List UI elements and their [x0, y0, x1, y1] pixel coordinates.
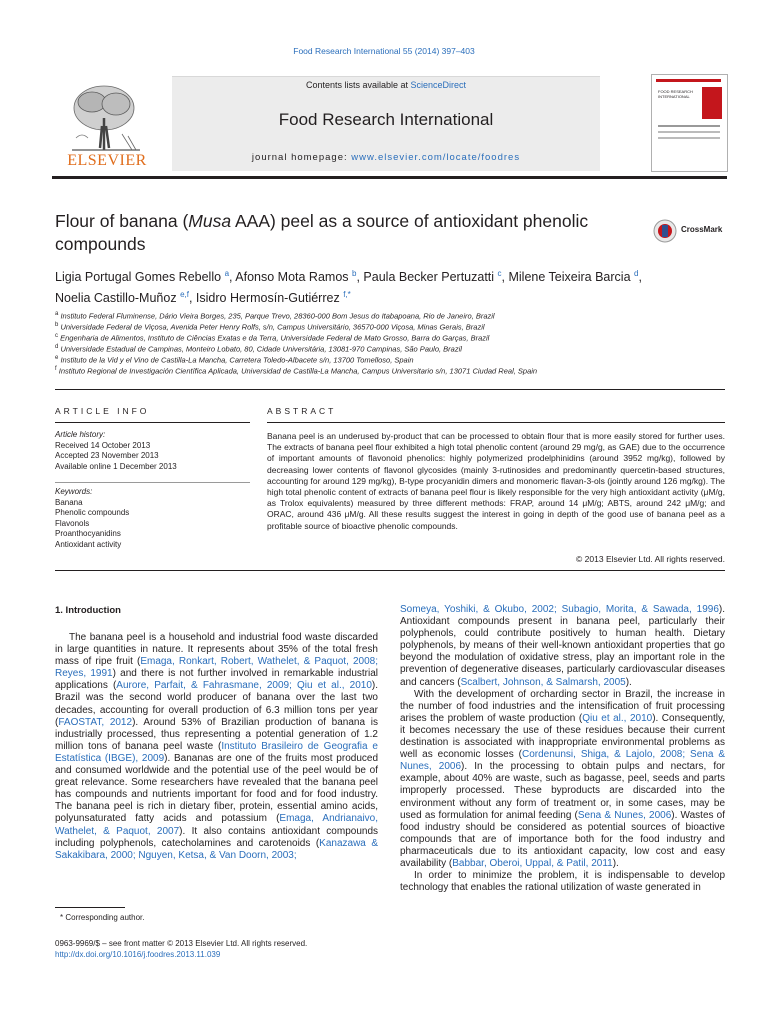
author-list [55, 265, 715, 307]
affiliation-mark: d [55, 344, 59, 350]
cover-title-line-1: FOOD RESEARCH [658, 89, 693, 94]
author-affiliation-mark: a [224, 269, 230, 278]
author-separator: , [501, 270, 509, 285]
affiliation-mark: f [55, 366, 57, 372]
cover-red-stripe [656, 79, 721, 82]
citation-link[interactable]: Instituto Brasileiro de Geografia e Estatística (IBGE), 2009 [55, 740, 378, 764]
citation-link[interactable]: Scalbert, Johnson, & Salmarsh, 2005 [460, 676, 626, 688]
history-accepted: Accepted 23 November 2013 [55, 451, 159, 460]
abstract-copyright: © 2013 Elsevier Ltd. All rights reserved. [576, 554, 725, 564]
sciencedirect-link[interactable]: ScienceDirect [410, 80, 467, 90]
history-online: Available online 1 December 2013 [55, 461, 177, 471]
author[interactable] [363, 270, 508, 284]
keyword: Antioxidant activity [55, 539, 122, 549]
cover-line [658, 137, 720, 139]
author-name: Paula Becker Pertuzatti [363, 270, 495, 285]
text-run: The banana peel is a household and industrial food waste discarded in large quantities in nature. It represents about 35% of the total fresh mass of ripe fruit ( [55, 632, 378, 668]
text-run: ). [625, 676, 632, 688]
affiliation-text: Instituto Federal Fluminense, Dário Vieira Borges, 235, Parque Trevo, 28360-000 Bom Jesus do Itabapoana, Rio de Janeiro, Brazil [60, 311, 495, 321]
citation-link[interactable]: Kanazawa & Sakakibara, 2000; Nguyen, Ketsa, & Van Doorn, 2003; [55, 837, 378, 861]
text-run: With the development of orcharding sector in Brazil, the increase in the number of food industries and the intensification of fruit processing arises the problem of waste production ( [400, 688, 725, 724]
article-history [55, 430, 250, 472]
intro-paragraph: In order to minimize the problem, it is indispensable to develop technology that enables the rational utilization of waste generated in [400, 870, 725, 894]
author[interactable] [508, 270, 641, 284]
citation-link[interactable]: Emaga, Ronkart, Robert, Wathelet, & Paquot, 2008; Reyes, 1991 [55, 656, 378, 680]
article-info-heading: ARTICLE INFO [55, 406, 150, 416]
crossmark-label: CrossMark [681, 225, 723, 234]
author-name: Milene Teixeira Barcia [508, 270, 631, 285]
elsevier-wordmark: ELSEVIER [67, 152, 147, 169]
intro-paragraph [400, 689, 725, 870]
cover-line [658, 125, 720, 127]
affiliation-mark: c [55, 333, 58, 339]
affiliation-text: Universidade Estadual de Campinas, Monteiro Lobato, 80, Cidade Universitária, 13081-970 Campinas, São Paulo, Brazil [60, 344, 462, 354]
citation-link[interactable]: Babbar, Oberoi, Uppal, & Patil, 2011 [452, 857, 613, 869]
citation-link[interactable]: Aurore, Parfait, & Fahrasmane, 2009; Qiu et al., 2010 [116, 680, 372, 692]
author-affiliation-mark: d [634, 269, 639, 278]
intro-paragraph [400, 604, 725, 689]
author-affiliation-mark: e,f [180, 290, 189, 300]
text-run: ). Consequently, it becomes necessary the use of these residues because their current destination is associated with inappropriate environmental problems as well as economic losses ( [400, 712, 726, 761]
cover-title [658, 89, 698, 99]
intro-paragraph [55, 632, 378, 862]
author-affiliation-mark: c [497, 269, 502, 278]
doi-link[interactable]: http://dx.doi.org/10.1016/j.foodres.2013.11.039 [55, 950, 221, 959]
keywords-block [55, 487, 250, 550]
article-info-rule [55, 422, 250, 423]
author-name: Isidro Hermosín-Gutiérrez [195, 291, 340, 306]
author-affiliation-mark: f,* [343, 290, 351, 300]
keywords-rule [55, 482, 250, 483]
author-separator: , [188, 291, 196, 306]
keyword: Flavonols [55, 518, 90, 528]
text-run: ). Antioxidant compounds present in banana peel, particularly their polyphenols, could contribute positively to human health. Dietary polyphenols, by means of their well-known antioxidant properties that go beyond the modulation of oxidative stress, play an important role in the prevention of degenerative diseases, particularly cardiovascular diseases and cancers ( [400, 604, 725, 688]
text-run: ). Around 53% of Brazilian production of banana is industrially processed, thus representing a potential generation of 1.2 million tons of banana peel waste ( [55, 716, 378, 752]
cover-red-block [702, 87, 722, 119]
publication-info [55, 938, 307, 960]
affiliation-mark: b [55, 322, 59, 328]
affiliation-text: Instituto de la Vid y el Vino de Castilla-La Mancha, Carretera Toledo-Albacete s/n, 13700 Tomelloso, Spain [60, 355, 414, 365]
title-italic: Musa [188, 211, 232, 231]
author[interactable] [235, 270, 363, 284]
text-run: ). Bananas are one of the fruits most produced and consumed worldwide and the potential use of the peel would be of great relevance. Some researchers have revealed that the banana peel has compounds and nutrients important for food and for food industry. The banana peel is rich in dietary fiber, protein, essential amino acids, polyunsaturated fatty acids and potassium ( [55, 752, 379, 825]
crossmark-icon [653, 219, 677, 243]
text-run: ). [612, 857, 619, 869]
citation-link[interactable]: Cordenunsi, Shiga, & Lajolo, 2008; Sena & Nunes, 2006 [400, 749, 725, 773]
history-label: Article history: [55, 430, 106, 439]
author-name: Ligia Portugal Gomes Rebello [55, 270, 222, 285]
citation-link[interactable]: Someya, Yoshiki, & Okubo, 2002; Subagio, Morita, & Sawada, 1996 [400, 604, 719, 615]
citation-link[interactable]: Emaga, Andrianaivo, Wathelet, & Paquot, 2007 [55, 813, 379, 837]
author-name: Noelia Castillo-Muñoz [55, 291, 177, 306]
citation-link[interactable]: Qiu et al., 2010 [582, 712, 653, 724]
crossmark-badge[interactable] [653, 217, 753, 245]
section-divider [55, 570, 725, 571]
body-column-right [400, 604, 725, 894]
homepage-link[interactable]: www.elsevier.com/locate/foodres [351, 152, 521, 163]
author-affiliation-mark: b [352, 269, 357, 278]
journal-name: Food Research International [278, 110, 494, 129]
affiliation-text: Instituto Regional de Investigación Científica Aplicada, Universidad de Castilla-La Mancha, Campus Universitario s/n, 13071 Ciudad Real, Spain [58, 366, 538, 376]
citation-link[interactable]: Sena & Nunes, 2006 [577, 809, 672, 821]
corresponding-author-note: * Corresponding author. [60, 913, 145, 922]
article-title [55, 210, 615, 256]
text-run: ). Wastes of food industry should be considered as potential sources of bioactive compounds that are of importance both for the food industry and pharmaceuticals due to its antioxidant capacity, low cost and easy availability ( [400, 809, 725, 869]
affiliation-text: Universidade Federal de Viçosa, Avenida Peter Henry Rolfs, s/n, Campus Universitário, 36570-000 Viçosa, Minas Gerais, Brazil [60, 322, 485, 332]
affiliation [55, 364, 715, 377]
homepage-prefix: journal homepage: [251, 152, 352, 163]
affiliation-text: Engenharia de Alimentos, Instituto de Ciências Exatas e da Terra, Universidade Federal de Mato Grosso, Barra do Garças, Brazil [60, 333, 490, 343]
keywords-label: Keywords: [55, 487, 93, 496]
affiliation-mark: e [55, 355, 59, 361]
journal-homepage [172, 152, 600, 163]
author[interactable] [55, 291, 196, 305]
text-run: ). In the processing to obtain pulps and nectars, for example, about 40% are waste, such as bagasse, peel, seeds and parts improperly processed. These byproducts are discarded into the environment without any form of treatment or, in some cases, may be used as formulation for animal feeding ( [400, 761, 725, 821]
cover-line [658, 131, 720, 133]
text-run: ) and there is not further involved in remarkable industrial applications ( [55, 668, 378, 692]
author[interactable] [55, 270, 235, 284]
journal-reference[interactable]: Food Research International 55 (2014) 397–403 [293, 46, 475, 56]
citation-link[interactable]: FAOSTAT, 2012 [58, 716, 133, 728]
keyword: Phenolic compounds [55, 508, 130, 517]
section-divider [55, 389, 725, 390]
author-separator: , [356, 270, 364, 285]
body-column-left [55, 632, 378, 862]
keyword: Proanthocyanidins [55, 529, 121, 538]
introduction-heading: 1. Introduction [55, 605, 121, 616]
header-rule [52, 176, 727, 179]
affiliation-mark: a [55, 311, 59, 317]
history-received: Received 14 October 2013 [55, 440, 151, 450]
text-run: ). Brazil was the second world producer of banana over the last two decades, accounting for overall production of 6.3 million tons per year ( [55, 680, 379, 728]
cover-title-line-2: INTERNATIONAL [658, 94, 690, 99]
abstract-text: Banana peel is an underused by-product that can be processed to obtain flour that is more easily stored for further uses. The extracts of banana peel flour exhibited a high total phenolic content (around 29 mg/g, as GAE) due to the occurrence of important amounts of flavonoid phenolics: highly polymerized prodelphinidins (around 3952 mg/kg), followed by decreasing lower contents of flavonol glycosides (mainly 3-rutinosides and predominantly quercetin-based structures, accounting for around 129 mg/kg), B-type procyanidin dimers and monomeric flavan-3-ols (jointly around 126 mg/kg). The high total phenolic content of extracts of banana peel flour is likely responsible for the very high antioxidant activity (μM/g, as Trolox equivalents) measured by three different methods: FRAP, around 14 μM/g; ABTS, around 242 μM/g; and ORAC, around 436 μM/g. All these results suggest the interest in going in depth of the good use of banana peel as a profitable source of bioactive phenolic compounds. [267, 431, 725, 531]
abstract-heading: ABSTRACT [267, 406, 337, 416]
keyword: Banana [55, 497, 83, 507]
issn-line: 0963-9969/$ – see front matter © 2013 Elsevier Ltd. All rights reserved. [55, 939, 308, 948]
contents-line [172, 80, 600, 90]
title-part-1: Flour of banana ( [55, 211, 189, 231]
abstract-rule [267, 422, 725, 423]
contents-prefix: Contents lists available at [305, 80, 411, 90]
author[interactable] [196, 291, 351, 305]
author-separator: , [229, 270, 236, 285]
footnote-rule [55, 907, 125, 908]
text-run: ). It also contains antioxidant compounds including polyphenols, catecholamines and carotenoids ( [55, 825, 379, 849]
author-separator: , [638, 270, 642, 285]
title-part-2: AAA) peel as a source of antioxidant phenolic compounds [55, 211, 589, 254]
journal-cover-thumbnail[interactable] [651, 74, 728, 172]
author-name: Afonso Mota Ramos [235, 270, 349, 285]
